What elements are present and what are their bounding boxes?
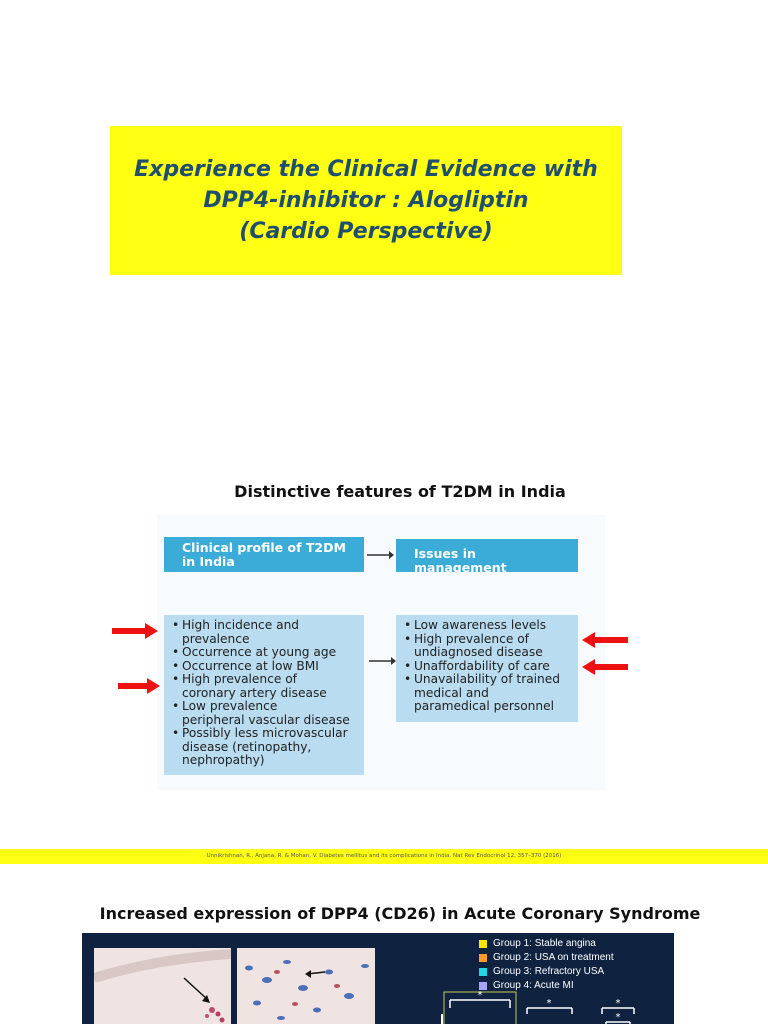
legend-swatch xyxy=(479,968,487,976)
red-arrow-right-icon xyxy=(118,677,162,695)
list-item: • Occurrence at low BMI xyxy=(172,660,358,674)
sig-mark: * xyxy=(546,998,552,1009)
legend-swatch xyxy=(479,940,487,948)
list-item: medical and xyxy=(414,685,489,700)
list-item: undiagnosed disease xyxy=(414,645,543,659)
header-arrow-icon xyxy=(365,547,395,563)
list-arrow-icon xyxy=(367,653,397,669)
list-item: • Low prevalence xyxy=(172,700,358,714)
title-line-2: DPP4-inhibitor : Alogliptin xyxy=(203,188,529,213)
t2dm-diagram xyxy=(157,515,605,790)
list-item: peripheral vascular disease xyxy=(182,712,350,727)
section1-heading: Distinctive features of T2DM in India xyxy=(234,482,566,501)
list-item: • High incidence and xyxy=(172,619,358,633)
list-item: • High prevalence of xyxy=(404,633,572,647)
section2-heading: Increased expression of DPP4 (CD26) in Acute Coronary Syndrome xyxy=(99,904,701,923)
list-item: nephropathy) xyxy=(182,753,265,767)
sig-mark: * xyxy=(615,1012,621,1023)
red-arrow-right-icon xyxy=(112,622,160,640)
list-item: • High prevalence of xyxy=(172,673,358,687)
legend-label: Group 2: USA on treatment xyxy=(493,952,614,963)
significance-brackets xyxy=(432,988,672,1024)
legend-label: Group 1: Stable angina xyxy=(493,938,596,949)
title-line-3: (Cardio Perspective) xyxy=(239,219,493,244)
legend-label: Group 3: Refractory USA xyxy=(493,966,605,977)
micrograph-image-2 xyxy=(237,948,375,1024)
legend-entry xyxy=(479,951,614,965)
management-issues-list xyxy=(396,615,578,722)
clinical-profile-list xyxy=(164,615,364,775)
list-item: • Unaffordability of care xyxy=(404,660,572,674)
micrograph-image-1 xyxy=(94,948,231,1024)
list-item: disease (retinopathy, xyxy=(182,739,312,754)
list-item: • Possibly less microvascular xyxy=(172,727,358,741)
reference-citation: Unnikrishnan, R., Anjana, R. & Mohan, V. Diabetes mellitus and its complications in India. Nat Rev Endocrinol 12, 357–370 (2016) xyxy=(0,849,768,864)
sig-mark: * xyxy=(615,998,621,1009)
legend-swatch xyxy=(479,954,487,962)
red-arrow-left-icon xyxy=(580,658,630,676)
legend-entry xyxy=(479,937,614,951)
list-item: • Unavailability of trained xyxy=(404,673,572,687)
list-item: paramedical personnel xyxy=(414,699,554,713)
list-item: prevalence xyxy=(182,631,250,646)
title-banner xyxy=(110,126,622,275)
legend-label: Group 4: Acute MI xyxy=(493,980,574,991)
list-item: • Low awareness levels xyxy=(404,619,572,633)
chart-legend xyxy=(479,937,614,993)
red-arrow-left-icon xyxy=(580,631,630,649)
sig-mark: * xyxy=(477,990,483,1001)
list-item: coronary artery disease xyxy=(182,685,327,700)
dpp4-expression-figure xyxy=(82,933,674,1024)
left-header: Clinical profile of T2DM in India xyxy=(164,537,364,572)
title-line-1: Experience the Clinical Evidence with xyxy=(134,157,598,182)
legend-entry xyxy=(479,965,614,979)
right-header: Issues in management xyxy=(396,539,578,572)
list-item: • Occurrence at young age xyxy=(172,646,358,660)
